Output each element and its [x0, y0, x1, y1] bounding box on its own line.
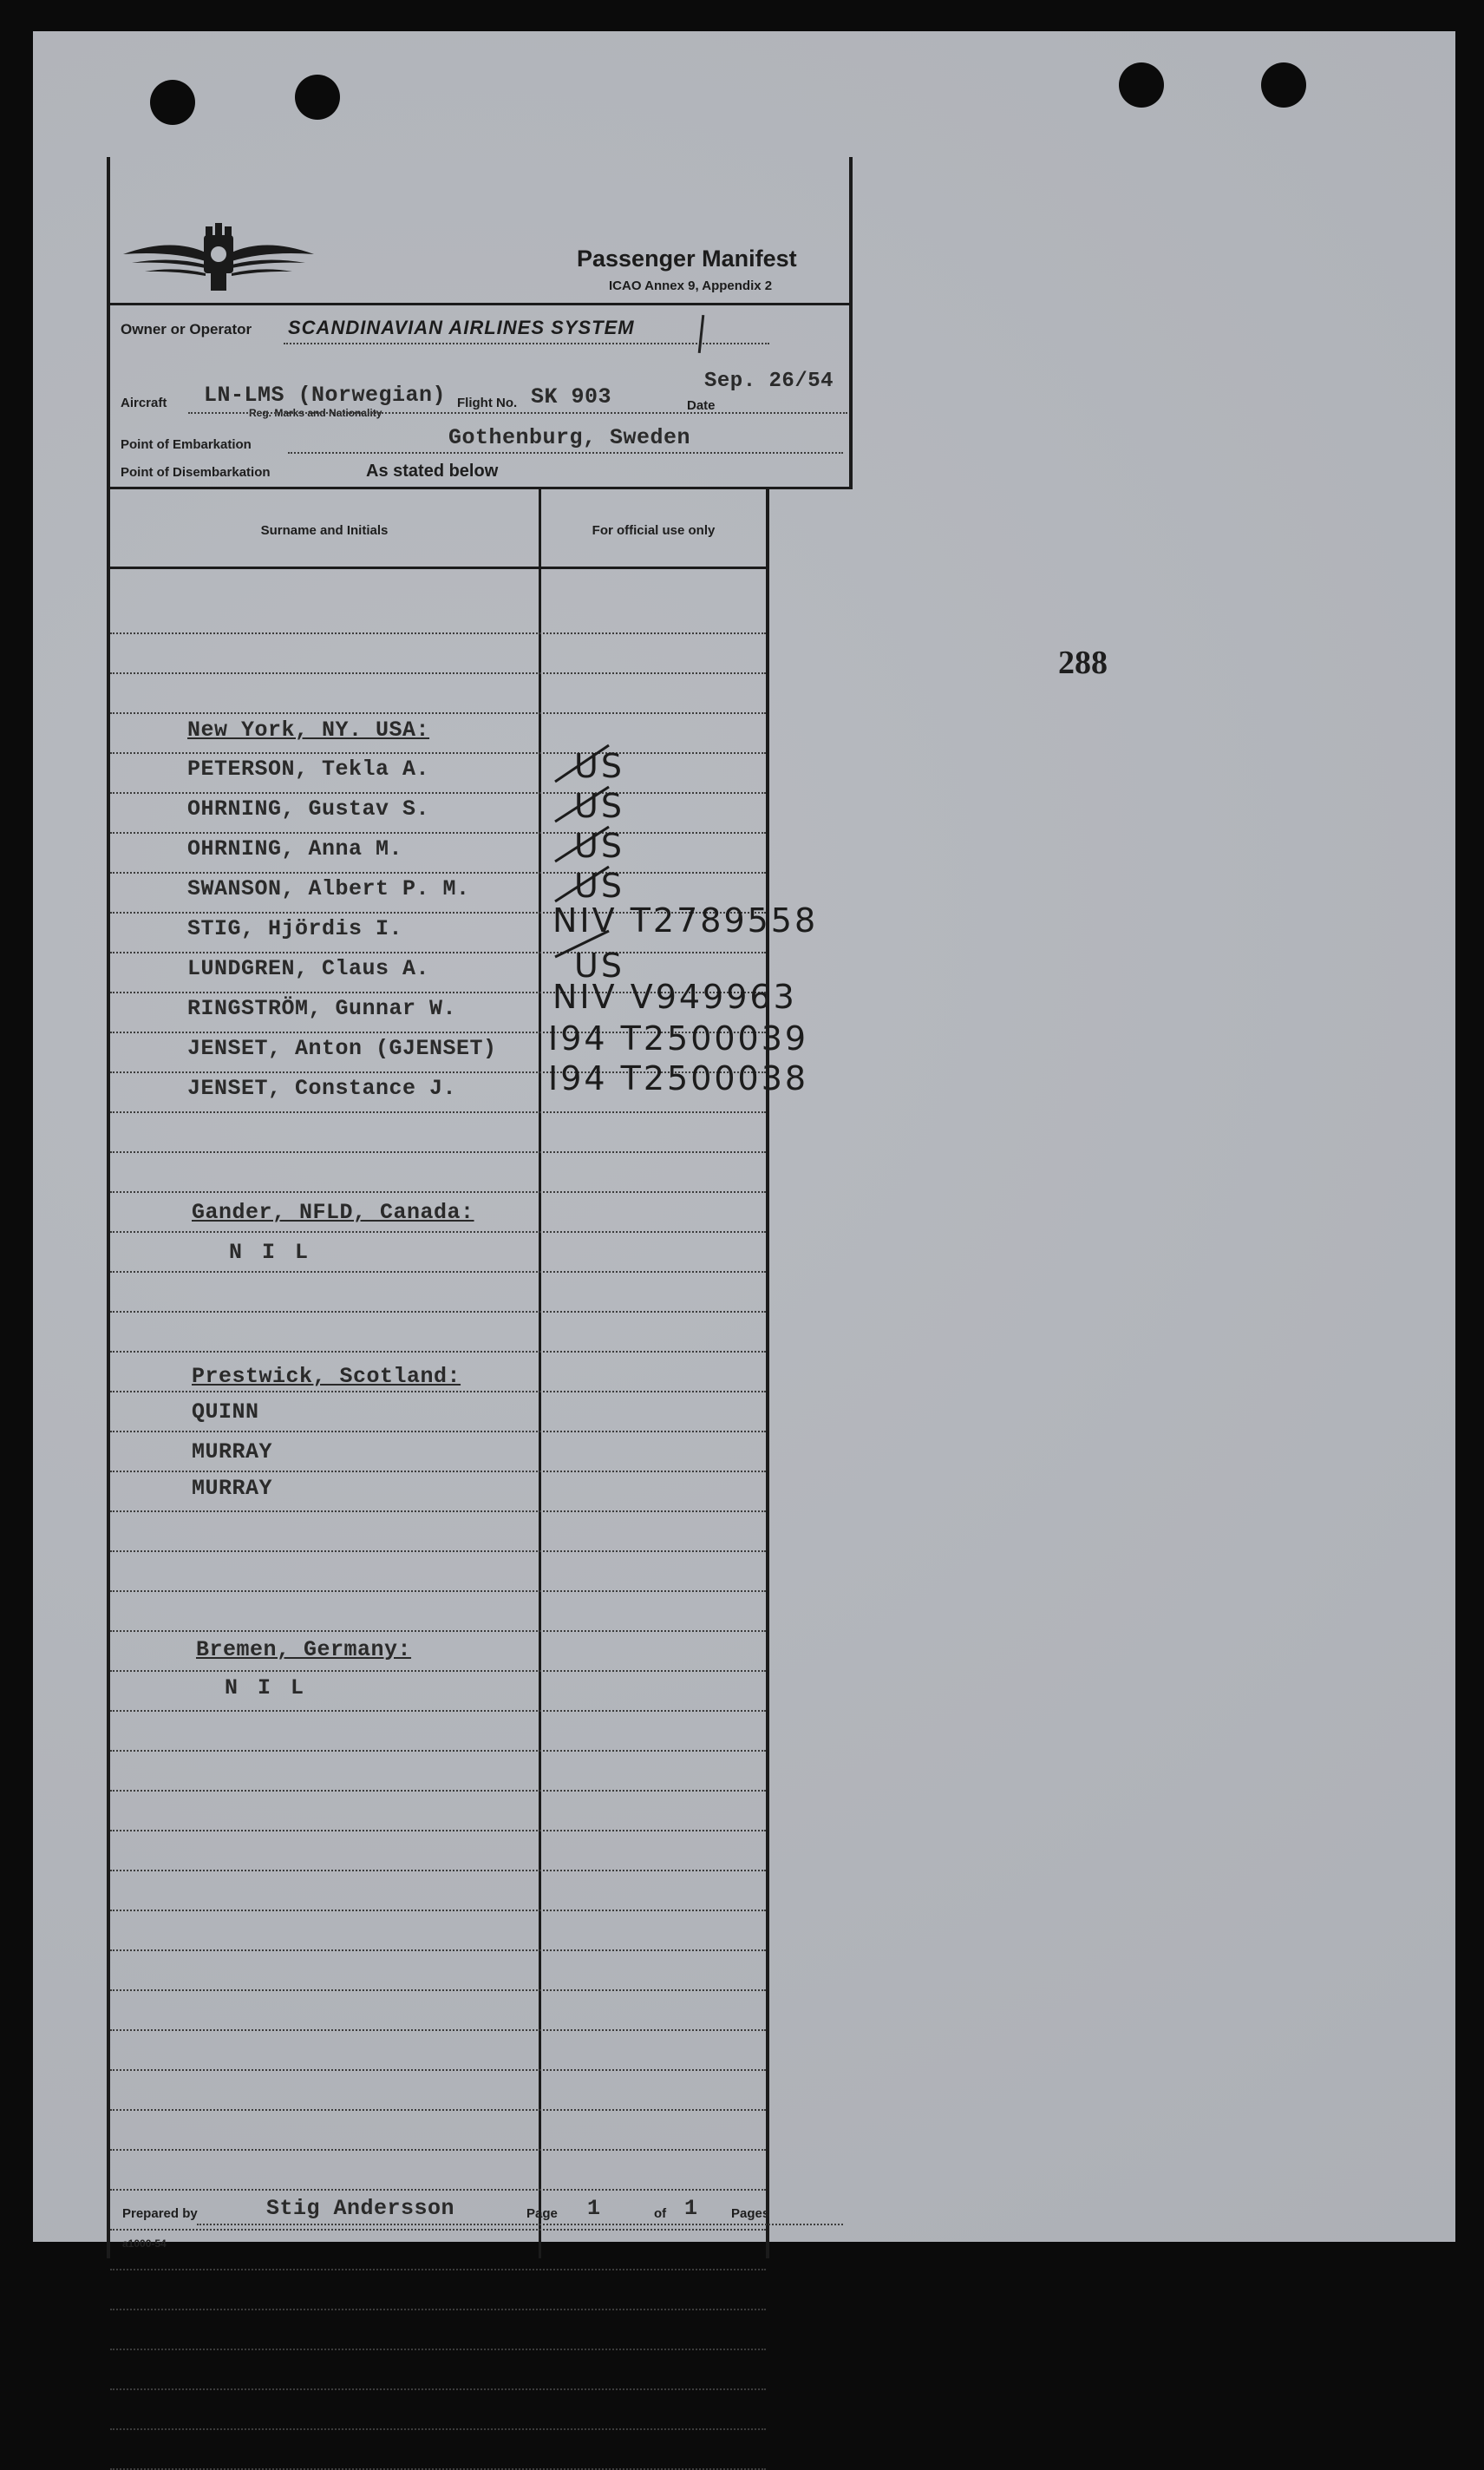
official-entry: US	[574, 947, 624, 985]
passenger-name: JENSET, Constance J.	[187, 1076, 457, 1101]
table-rule-line	[110, 1471, 766, 1472]
form-code: a1000-54	[122, 2237, 167, 2250]
disembarkation-value: As stated below	[366, 462, 499, 481]
nil-entry: N I L	[229, 1240, 312, 1265]
footer-underline	[197, 2224, 843, 2225]
table-rule-line	[110, 1630, 766, 1632]
passenger-name: PETERSON, Tekla A.	[187, 757, 430, 782]
passenger-name: RINGSTRÖM, Gunnar W.	[187, 996, 457, 1021]
passenger-name: MURRAY	[192, 1476, 273, 1501]
table-rule-line	[110, 1590, 766, 1592]
flight-value: SK 903	[531, 384, 612, 409]
table-rule-line	[110, 1550, 766, 1552]
check-marks	[539, 738, 644, 964]
official-entry: US	[574, 787, 624, 825]
official-entry: NIV T2789558	[552, 901, 819, 940]
column-header-official: For official use only	[592, 523, 716, 538]
passenger-name: MURRAY	[192, 1439, 273, 1464]
aircraft-label: Aircraft	[121, 396, 167, 410]
stamp-number: 288	[1058, 645, 1108, 681]
official-entry: I94 T2500038	[548, 1059, 809, 1097]
prepared-by-value: Stig Andersson	[266, 2196, 455, 2221]
aircraft-value: LN-LMS (Norwegian)	[204, 383, 447, 408]
destination-heading: Prestwick, Scotland:	[192, 1364, 461, 1389]
table-rule-line	[110, 952, 766, 953]
passenger-name: OHRNING, Gustav S.	[187, 796, 430, 822]
table-header-divider	[110, 567, 766, 569]
passenger-name: LUNDGREN, Claus A.	[187, 956, 430, 981]
table-rule-line	[110, 1989, 766, 1991]
table-rule-line	[110, 2029, 766, 2031]
table-rule-line	[110, 1510, 766, 1512]
table-rule-line	[110, 1870, 766, 1871]
manifest-form	[107, 157, 849, 2258]
page-number: 1	[587, 2196, 601, 2221]
table-rule-line	[110, 1949, 766, 1951]
table-rule-line	[110, 1431, 766, 1432]
table-rule-line	[110, 2229, 766, 2231]
airline-logo-icon	[119, 219, 318, 298]
passenger-table	[110, 487, 819, 2258]
date-label: Date	[687, 398, 716, 413]
table-rule-line	[110, 1351, 766, 1353]
table-rule-line	[110, 1111, 766, 1113]
table-rule-line	[110, 1790, 766, 1792]
page-total: 1	[684, 2196, 698, 2221]
passenger-name: SWANSON, Albert P. M.	[187, 876, 470, 901]
table-rule-line	[110, 752, 766, 754]
table-rule-line	[110, 2388, 766, 2390]
table-rule-line	[110, 2069, 766, 2071]
table-rule-line	[110, 2349, 766, 2350]
aircraft-underline	[188, 412, 847, 414]
page-label: Page	[526, 2206, 558, 2221]
owner-label: Owner or Operator	[121, 321, 252, 337]
table-rule-line	[110, 1670, 766, 1672]
owner-underline	[284, 343, 769, 344]
passenger-name: OHRNING, Anna M.	[187, 836, 403, 862]
table-rule-line	[110, 2189, 766, 2191]
flight-label: Flight No.	[457, 396, 518, 410]
punch-hole	[1119, 62, 1164, 108]
disembarkation-label: Point of Disembarkation	[121, 465, 271, 480]
nil-entry: N I L	[225, 1675, 308, 1700]
official-entry: NIV V949963	[552, 978, 797, 1016]
embarkation-underline	[288, 452, 843, 454]
table-rule-line	[110, 1311, 766, 1313]
passenger-name: STIG, Hjördis I.	[187, 916, 403, 941]
table-rule-line	[110, 1750, 766, 1752]
official-entry: US	[574, 867, 624, 905]
table-rule-line	[110, 2149, 766, 2151]
header-divider	[110, 303, 849, 305]
table-rule-line	[110, 2428, 766, 2430]
table-rule-line	[110, 2269, 766, 2270]
date-value: Sep. 26/54	[704, 370, 834, 393]
table-rule-line	[110, 2109, 766, 2111]
table-rule-line	[110, 2309, 766, 2310]
table-rule-line	[110, 1391, 766, 1392]
table-rule-line	[110, 872, 766, 874]
punch-hole	[1261, 62, 1306, 108]
aircraft-sublabel: Reg. Marks and Nationality	[249, 407, 382, 419]
table-rule-line	[110, 632, 766, 634]
manifest-header	[110, 157, 853, 489]
of-label: of	[654, 2206, 667, 2221]
destination-heading: Bremen, Germany:	[196, 1637, 412, 1662]
official-entry: US	[574, 747, 624, 785]
table-rule-line	[110, 672, 766, 674]
destination-heading: Gander, NFLD, Canada:	[192, 1200, 474, 1225]
embarkation-label: Point of Embarkation	[121, 437, 252, 452]
table-rule-line	[110, 1191, 766, 1193]
punch-hole	[150, 80, 195, 125]
prepared-by-label: Prepared by	[122, 2206, 198, 2221]
table-rule-line	[110, 792, 766, 794]
table-rule-line	[110, 1271, 766, 1273]
passenger-name: QUINN	[192, 1399, 259, 1425]
table-rule-line	[110, 1910, 766, 1911]
table-rule-line	[110, 1830, 766, 1831]
pages-label: Pages	[731, 2206, 770, 2221]
destination-heading: New York, NY. USA:	[187, 717, 430, 743]
page-subtitle: ICAO Annex 9, Appendix 2	[609, 278, 773, 293]
document-sheet	[33, 31, 1455, 2250]
owner-value: SCANDINAVIAN AIRLINES SYSTEM	[288, 317, 635, 338]
pen-mark	[698, 315, 705, 353]
official-entry: I94 T2500039	[548, 1019, 809, 1058]
table-rule-line	[110, 1231, 766, 1233]
official-entry: US	[574, 827, 624, 865]
page-title: Passenger Manifest	[577, 246, 797, 272]
column-header-name: Surname and Initials	[260, 523, 389, 538]
table-rule-line	[110, 1151, 766, 1153]
embarkation-value: Gothenburg, Sweden	[448, 425, 691, 450]
table-rule-line	[110, 712, 766, 714]
punch-hole	[295, 75, 340, 120]
table-rule-line	[110, 1710, 766, 1712]
table-rule-line	[110, 832, 766, 834]
passenger-name: JENSET, Anton (GJENSET)	[187, 1036, 497, 1061]
